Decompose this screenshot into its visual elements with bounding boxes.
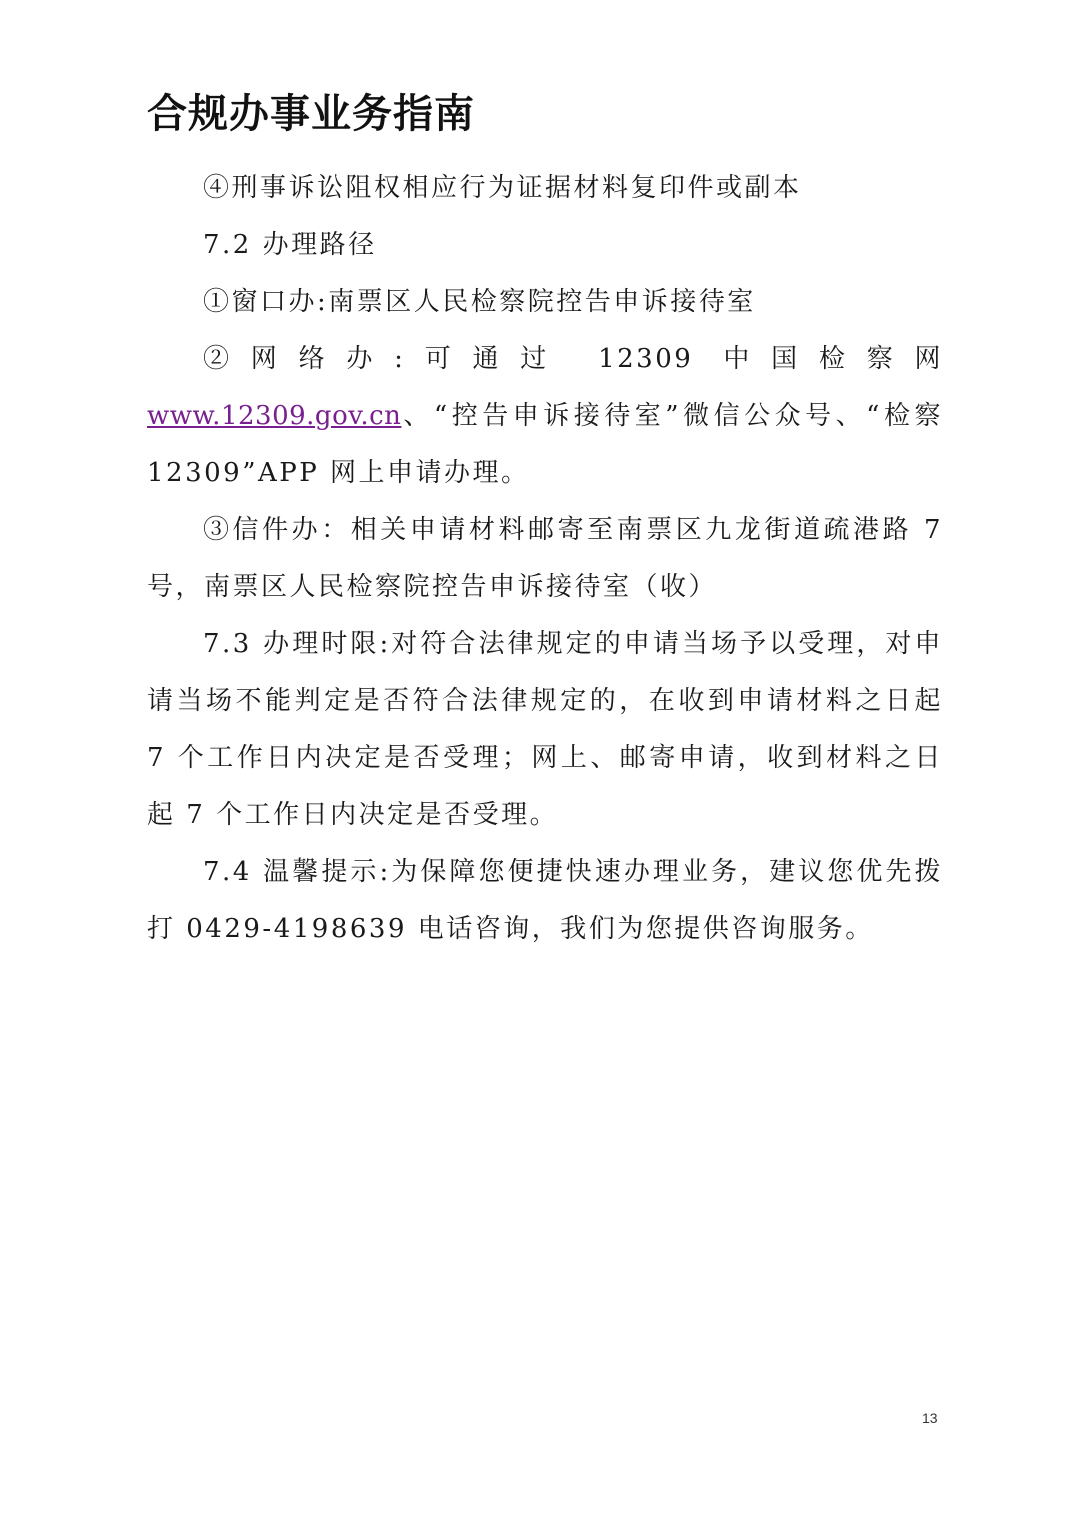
- online-service-text-start: ②网络办:可通过 12309 中国检察网: [203, 344, 943, 374]
- paragraph-time-limit: 7.3 办理时限:对符合法律规定的申请当场予以受理，对申请当场不能判定是否符合法律规定的，在收到申请材料之日起 7 个工作日内决定是否受理；网上、邮寄申请，收到材料之日起 7 个工作日内决定是否受理。: [147, 629, 943, 830]
- online-service-text-end: 、“控告申诉接待室”微信公众号、“检察 12309”APP 网上申请办理。: [147, 401, 943, 488]
- paragraph-window-service: ①窗口办:南票区人民检察院控告申诉接待室: [203, 287, 756, 317]
- paragraph-online-service: [147, 331, 943, 502]
- page-title: 合规办事业务指南: [147, 91, 475, 137]
- section-heading-handling-path: 7.2 办理路径: [203, 230, 377, 260]
- website-link[interactable]: www.12309.gov.cn: [147, 401, 402, 431]
- page-number: 13: [922, 1410, 938, 1426]
- paragraph-mail-service: ③信件办：相关申请材料邮寄至南票区九龙街道疏港路 7 号，南票区人民检察院控告申诉接待室（收）: [147, 515, 943, 602]
- paragraph-material-copy: ④刑事诉讼阻权相应行为证据材料复印件或副本: [203, 173, 802, 203]
- document-body: [147, 160, 943, 958]
- paragraph-reminder: 7.4 温馨提示:为保障您便捷快速办理业务，建议您优先拨打 0429-4198639 电话咨询，我们为您提供咨询服务。: [147, 857, 943, 944]
